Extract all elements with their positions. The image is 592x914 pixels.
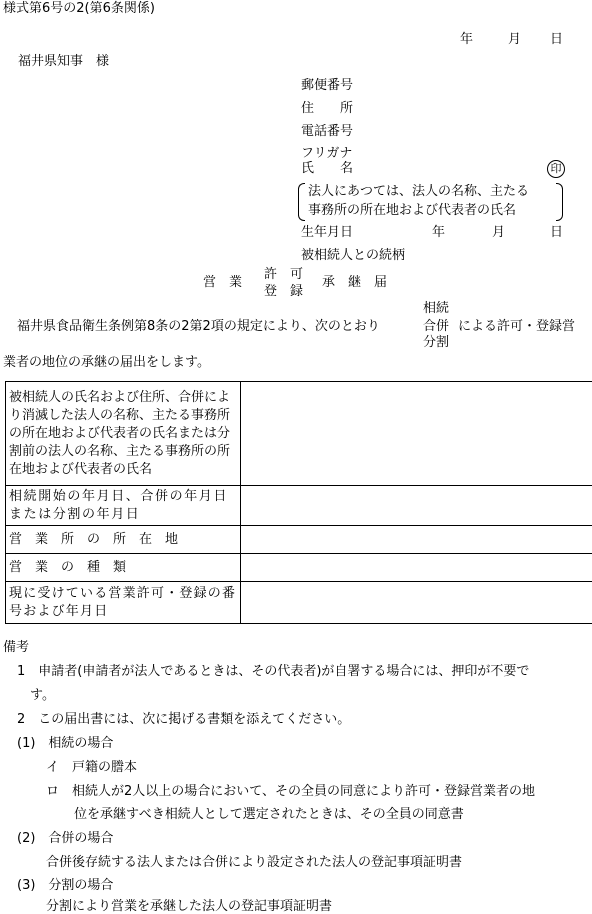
row-label-location: 営 業 所 の 所 在 地: [6, 526, 241, 554]
intro-line2: 業者の地位の承継の届出をします。: [3, 356, 210, 369]
row-value-license-number[interactable]: [241, 582, 592, 624]
corporation-note-line1: 法人にあつては、法人の名称、主たる: [308, 185, 529, 198]
form-number: 様式第6号の2(第6条関係): [3, 2, 155, 15]
row-value-start-date[interactable]: [241, 486, 592, 526]
date-year: 年: [460, 33, 473, 46]
intro-option-merger: 合併: [423, 320, 449, 333]
note-2-item2: (2) 合併の場合: [17, 832, 113, 845]
addressee: 福井県知事 様: [18, 55, 109, 68]
intro-option-inheritance: 相続: [423, 302, 449, 315]
row-label-license-number: 現に受けている営業許可・登録の番号および年月日: [6, 582, 241, 624]
birthdate-label: 生年月日: [301, 226, 353, 239]
note-1-line1: 1 申請者(申請者が法人であるときは、その代表者)が自署する場合には、押印が不要で: [17, 665, 529, 678]
phone-label: 電話番号: [301, 125, 353, 138]
table-row: [6, 486, 592, 526]
row-label-start-date: 相続開始の年月日、合併の年月日または分割の年月日: [6, 486, 241, 526]
relation-label: 被相続人との続柄: [301, 249, 405, 262]
date-month: 月: [508, 33, 521, 46]
title-part2: 承 継 届: [322, 276, 387, 289]
table-row: [6, 382, 592, 486]
note-2-item2-text: 合併後存続する法人または合併により設定された法人の登記事項証明書: [46, 856, 462, 869]
note-2: 2 この届出書には、次に掲げる書類を添えてください。: [17, 713, 350, 726]
notes-heading: 備考: [3, 641, 29, 654]
left-bracket: [298, 183, 305, 221]
corporation-note-line2: 事務所の所在地および代表者の氏名: [308, 204, 516, 217]
row-value-location[interactable]: [241, 526, 592, 554]
row-label-business-type: 営 業 の 種 類: [6, 554, 241, 582]
note-2-item1-ro-line1: ロ 相続人が2人以上の場合において、その全員の同意により許可・登録営業者の地: [46, 785, 535, 798]
furigana-label: フリガナ: [301, 147, 352, 160]
note-2-item3-text: 分割により営業を承継した法人の登記事項証明書: [46, 900, 332, 913]
succession-form-table: [5, 381, 592, 624]
note-2-item3: (3) 分割の場合: [17, 879, 113, 892]
table-row: [6, 582, 592, 624]
table-row: [6, 526, 592, 554]
row-label-predecessor: 被相続人の氏名および住所、合併により消滅した法人の名称、主たる事務所の所在地および代表者の氏名または分割前の法人の名称、主たる事務所の所在地および代表者の氏名: [6, 382, 241, 486]
birth-month: 月: [492, 226, 505, 239]
birth-year: 年: [432, 226, 445, 239]
postal-code-label: 郵便番号: [301, 79, 353, 92]
intro-option-split: 分割: [423, 336, 449, 349]
date-day: 日: [550, 33, 563, 46]
title-option-permit: 許 可: [264, 268, 303, 281]
name-label: 氏 名: [301, 162, 353, 175]
title-part1: 営 業: [203, 276, 242, 289]
birth-day: 日: [550, 226, 563, 239]
right-bracket: [556, 183, 563, 221]
title-option-register: 登 録: [264, 285, 303, 298]
note-2-item1-i: イ 戸籍の謄本: [46, 761, 137, 774]
seal-mark-icon: 印: [547, 160, 565, 178]
intro-tail: による許可・登録営: [458, 320, 575, 333]
row-value-business-type[interactable]: [241, 554, 592, 582]
address-label: 住 所: [301, 102, 353, 115]
note-2-item1-ro-line2: 位を承継すべき相続人として選定されたときは、その全員の同意書: [74, 808, 464, 821]
row-value-predecessor[interactable]: [241, 382, 592, 486]
table-row: [6, 554, 592, 582]
note-2-item1: (1) 相続の場合: [17, 737, 113, 750]
note-1-line2: す。: [30, 689, 55, 702]
intro-lead: 福井県食品衛生条例第8条の2第2項の規定により、次のとおり: [17, 320, 380, 333]
